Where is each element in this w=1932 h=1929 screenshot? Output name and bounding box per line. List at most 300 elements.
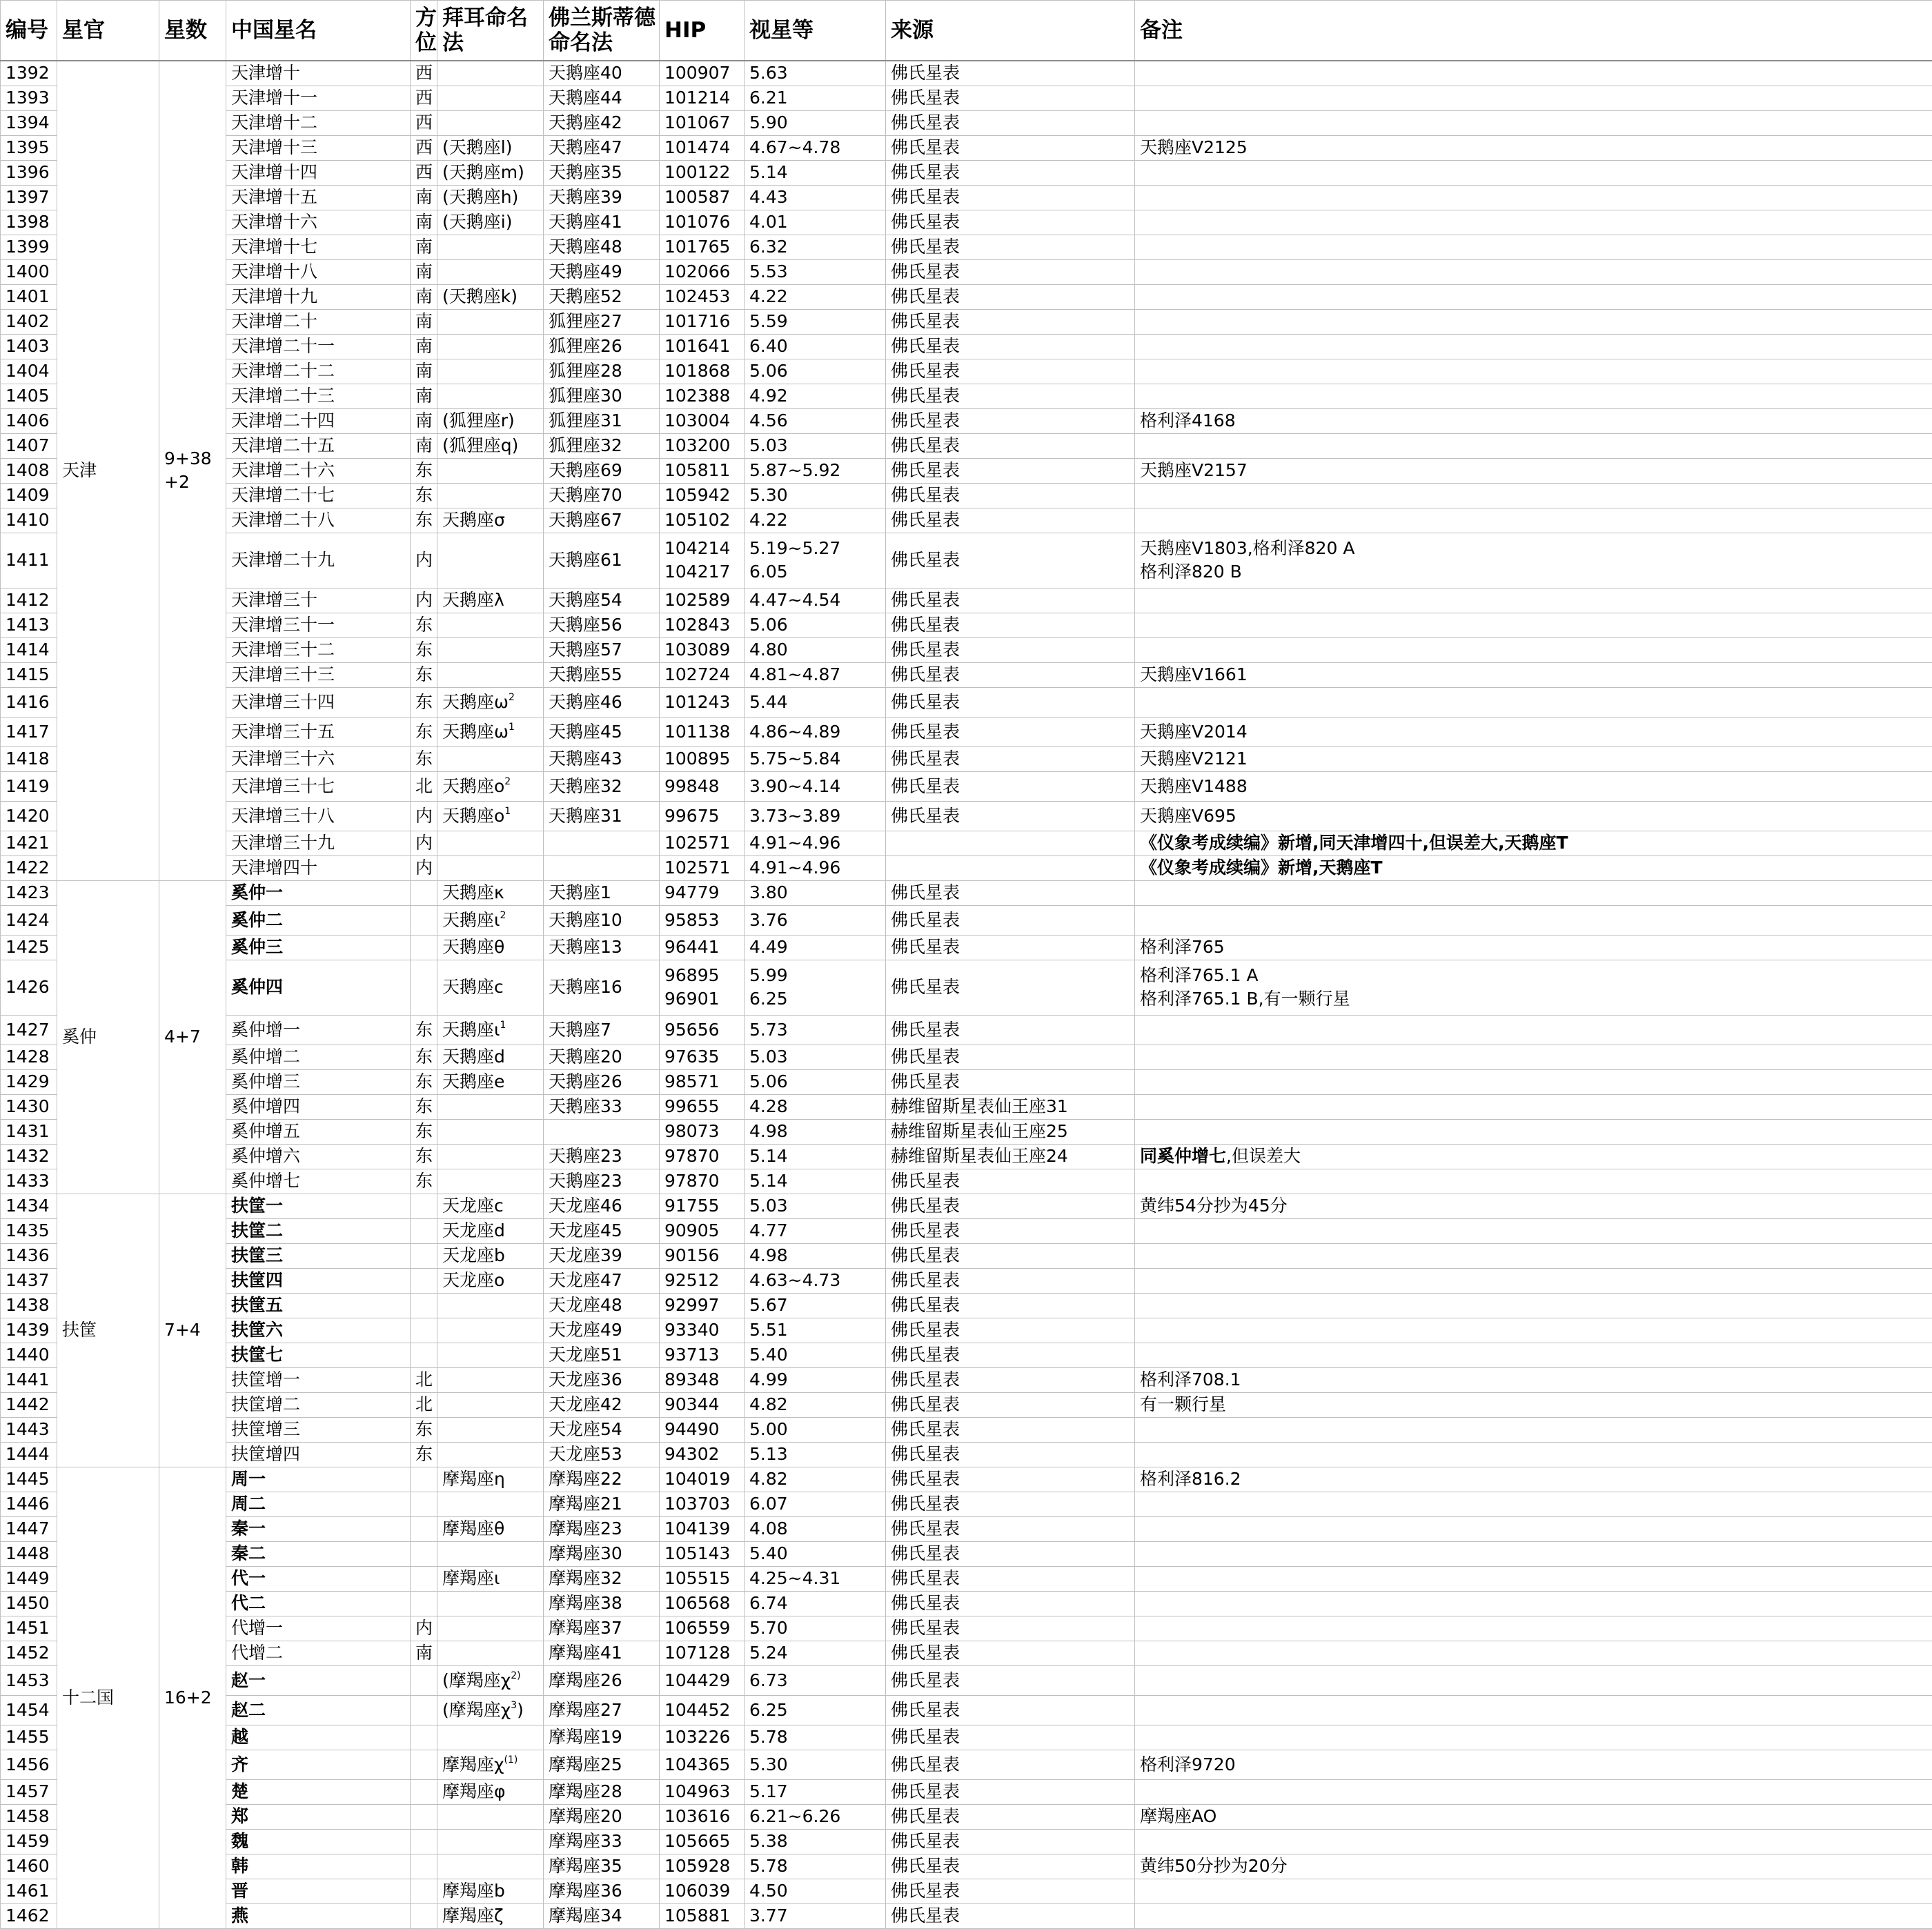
cell-flamsteed[interactable]: 天鹅座67: [544, 508, 660, 533]
cell-chinese-name[interactable]: 天津增三十四: [226, 687, 411, 717]
cell-magnitude[interactable]: [745, 1829, 886, 1854]
cell-source[interactable]: 佛氏星表: [886, 613, 1135, 637]
cell-hip[interactable]: [660, 86, 745, 110]
cell-bayer[interactable]: [437, 1879, 544, 1903]
cell-flamsteed[interactable]: 天鹅座32: [544, 771, 660, 801]
cell-source[interactable]: 佛氏星表: [886, 1516, 1135, 1541]
cell-id[interactable]: 1425: [1, 935, 57, 960]
cell-notes[interactable]: [1135, 935, 1932, 960]
cell-hip[interactable]: [660, 334, 745, 359]
cell-chinese-name[interactable]: 扶筐增二: [226, 1392, 411, 1417]
cell-source[interactable]: 佛氏星表: [886, 905, 1135, 935]
cell-flamsteed[interactable]: 狐狸座26: [544, 334, 660, 359]
cell-hip[interactable]: [660, 1879, 745, 1903]
cell-id[interactable]: 1394: [1, 110, 57, 135]
cell-direction[interactable]: 西: [411, 135, 437, 160]
cell-bayer[interactable]: [437, 1665, 544, 1695]
cell-flamsteed[interactable]: 摩羯座35: [544, 1854, 660, 1879]
cell-direction[interactable]: 南: [411, 1641, 437, 1665]
cell-notes[interactable]: [1135, 831, 1932, 855]
cell-hip[interactable]: [660, 458, 745, 483]
cell-direction[interactable]: [411, 905, 437, 935]
cell-id[interactable]: 1431: [1, 1119, 57, 1144]
cell-hip[interactable]: [660, 1169, 745, 1194]
cell-magnitude[interactable]: [745, 1641, 886, 1665]
cell-magnitude[interactable]: [745, 458, 886, 483]
cell-source[interactable]: 佛氏星表: [886, 508, 1135, 533]
cell-bayer[interactable]: [437, 855, 544, 880]
cell-source[interactable]: 佛氏星表: [886, 1829, 1135, 1854]
cell-flamsteed[interactable]: 天鹅座1: [544, 880, 660, 905]
cell-source[interactable]: 佛氏星表: [886, 960, 1135, 1015]
cell-notes[interactable]: [1135, 880, 1932, 905]
cell-chinese-name[interactable]: 奚仲增一: [226, 1015, 411, 1045]
cell-source[interactable]: 佛氏星表: [886, 284, 1135, 309]
cell-magnitude[interactable]: [745, 1194, 886, 1218]
cell-source[interactable]: 佛氏星表: [886, 160, 1135, 185]
cell-bayer[interactable]: [437, 880, 544, 905]
cell-bayer[interactable]: [437, 284, 544, 309]
cell-magnitude[interactable]: [745, 1094, 886, 1119]
cell-bayer[interactable]: [437, 637, 544, 662]
cell-flamsteed[interactable]: 天龙座48: [544, 1293, 660, 1318]
cell-bayer[interactable]: [437, 1854, 544, 1879]
cell-chinese-name[interactable]: 天津增二十: [226, 309, 411, 334]
cell-source[interactable]: 佛氏星表: [886, 637, 1135, 662]
cell-bayer[interactable]: [437, 960, 544, 1015]
cell-id[interactable]: 1423: [1, 880, 57, 905]
cell-source[interactable]: 佛氏星表: [886, 1293, 1135, 1318]
cell-id[interactable]: 1410: [1, 508, 57, 533]
cell-notes[interactable]: [1135, 1641, 1932, 1665]
cell-flamsteed[interactable]: 摩羯座41: [544, 1641, 660, 1665]
cell-hip[interactable]: [660, 880, 745, 905]
cell-magnitude[interactable]: [745, 613, 886, 637]
cell-id[interactable]: 1418: [1, 746, 57, 771]
cell-direction[interactable]: 东: [411, 717, 437, 746]
cell-bayer[interactable]: [437, 533, 544, 588]
cell-bayer[interactable]: [437, 458, 544, 483]
cell-id[interactable]: 1445: [1, 1467, 57, 1492]
cell-id[interactable]: 1395: [1, 135, 57, 160]
cell-id[interactable]: 1400: [1, 259, 57, 284]
cell-flamsteed[interactable]: 天鹅座41: [544, 210, 660, 235]
cell-direction[interactable]: [411, 1903, 437, 1928]
cell-id[interactable]: 1426: [1, 960, 57, 1015]
cell-magnitude[interactable]: [745, 1119, 886, 1144]
cell-direction[interactable]: [411, 1218, 437, 1243]
cell-magnitude[interactable]: [745, 1144, 886, 1169]
cell-direction[interactable]: [411, 1804, 437, 1829]
cell-bayer[interactable]: [437, 1194, 544, 1218]
cell-magnitude[interactable]: [745, 1695, 886, 1725]
cell-hip[interactable]: [660, 935, 745, 960]
cell-id[interactable]: 1396: [1, 160, 57, 185]
cell-magnitude[interactable]: [745, 1541, 886, 1566]
cell-bayer[interactable]: [437, 408, 544, 433]
cell-direction[interactable]: [411, 1879, 437, 1903]
cell-direction[interactable]: 东: [411, 687, 437, 717]
cell-id[interactable]: 1434: [1, 1194, 57, 1218]
cell-hip[interactable]: [660, 1293, 745, 1318]
cell-chinese-name[interactable]: 越: [226, 1725, 411, 1750]
cell-chinese-name[interactable]: 天津增二十九: [226, 533, 411, 588]
cell-flamsteed[interactable]: 摩羯座28: [544, 1779, 660, 1804]
cell-flamsteed[interactable]: 摩羯座27: [544, 1695, 660, 1725]
cell-flamsteed[interactable]: 狐狸座27: [544, 309, 660, 334]
cell-flamsteed[interactable]: 摩羯座34: [544, 1903, 660, 1928]
cell-magnitude[interactable]: [745, 86, 886, 110]
cell-source[interactable]: 佛氏星表: [886, 771, 1135, 801]
cell-flamsteed[interactable]: 天鹅座40: [544, 61, 660, 86]
cell-hip[interactable]: [660, 1343, 745, 1367]
cell-chinese-name[interactable]: 扶筐增三: [226, 1417, 411, 1442]
cell-direction[interactable]: 南: [411, 210, 437, 235]
cell-direction[interactable]: [411, 1829, 437, 1854]
cell-bayer[interactable]: [437, 433, 544, 458]
cell-magnitude[interactable]: [745, 831, 886, 855]
cell-source[interactable]: 佛氏星表: [886, 1268, 1135, 1293]
cell-notes[interactable]: [1135, 1779, 1932, 1804]
cell-flamsteed[interactable]: 天龙座49: [544, 1318, 660, 1343]
cell-bayer[interactable]: [437, 110, 544, 135]
cell-magnitude[interactable]: [745, 1591, 886, 1616]
cell-direction[interactable]: [411, 1194, 437, 1218]
cell-notes[interactable]: [1135, 1417, 1932, 1442]
cell-direction[interactable]: 西: [411, 110, 437, 135]
cell-flamsteed[interactable]: 天鹅座46: [544, 687, 660, 717]
cell-chinese-name[interactable]: 奚仲增七: [226, 1169, 411, 1194]
cell-bayer[interactable]: [437, 1243, 544, 1268]
cell-magnitude[interactable]: [745, 771, 886, 801]
cell-star-count[interactable]: 7+4: [159, 1194, 226, 1467]
cell-source[interactable]: 佛氏星表: [886, 1169, 1135, 1194]
cell-hip[interactable]: [660, 905, 745, 935]
cell-id[interactable]: 1437: [1, 1268, 57, 1293]
cell-flamsteed[interactable]: 天鹅座52: [544, 284, 660, 309]
cell-source[interactable]: 佛氏星表: [886, 717, 1135, 746]
cell-direction[interactable]: 南: [411, 259, 437, 284]
cell-source[interactable]: 佛氏星表: [886, 483, 1135, 508]
cell-direction[interactable]: 内: [411, 1616, 437, 1641]
cell-bayer[interactable]: [437, 508, 544, 533]
cell-magnitude[interactable]: [745, 210, 886, 235]
cell-hip[interactable]: [660, 1779, 745, 1804]
cell-source[interactable]: 佛氏星表: [886, 1015, 1135, 1045]
cell-direction[interactable]: 西: [411, 86, 437, 110]
cell-direction[interactable]: 北: [411, 1392, 437, 1417]
cell-id[interactable]: 1438: [1, 1293, 57, 1318]
cell-flamsteed[interactable]: 摩羯座26: [544, 1665, 660, 1695]
cell-flamsteed[interactable]: 摩羯座22: [544, 1467, 660, 1492]
cell-chinese-name[interactable]: 天津增十三: [226, 135, 411, 160]
cell-source[interactable]: 佛氏星表: [886, 1854, 1135, 1879]
cell-notes[interactable]: [1135, 613, 1932, 637]
cell-magnitude[interactable]: [745, 1492, 886, 1516]
cell-source[interactable]: 佛氏星表: [886, 662, 1135, 687]
cell-notes[interactable]: [1135, 508, 1932, 533]
cell-bayer[interactable]: [437, 1392, 544, 1417]
cell-notes[interactable]: [1135, 1804, 1932, 1829]
cell-notes[interactable]: [1135, 1442, 1932, 1467]
cell-hip[interactable]: [660, 483, 745, 508]
cell-hip[interactable]: [660, 588, 745, 613]
cell-chinese-name[interactable]: 天津增十四: [226, 160, 411, 185]
cell-notes[interactable]: [1135, 1591, 1932, 1616]
cell-direction[interactable]: 西: [411, 61, 437, 86]
column-header-bayer[interactable]: 拜耳命名法: [437, 1, 544, 61]
cell-chinese-name[interactable]: 奚仲三: [226, 935, 411, 960]
cell-direction[interactable]: [411, 935, 437, 960]
cell-notes[interactable]: [1135, 1725, 1932, 1750]
cell-source[interactable]: 佛氏星表: [886, 746, 1135, 771]
cell-direction[interactable]: 东: [411, 1119, 437, 1144]
cell-chinese-name[interactable]: 奚仲增三: [226, 1069, 411, 1094]
cell-notes[interactable]: [1135, 235, 1932, 259]
cell-hip[interactable]: [660, 1392, 745, 1417]
cell-chinese-name[interactable]: 天津增二十五: [226, 433, 411, 458]
cell-flamsteed[interactable]: 天龙座51: [544, 1343, 660, 1367]
cell-bayer[interactable]: [437, 1169, 544, 1194]
cell-bayer[interactable]: [437, 1119, 544, 1144]
cell-magnitude[interactable]: [745, 1516, 886, 1541]
cell-magnitude[interactable]: [745, 1343, 886, 1367]
cell-hip[interactable]: [660, 1442, 745, 1467]
cell-magnitude[interactable]: [745, 1069, 886, 1094]
cell-flamsteed[interactable]: 天鹅座54: [544, 588, 660, 613]
cell-direction[interactable]: [411, 1516, 437, 1541]
cell-flamsteed[interactable]: 天龙座47: [544, 1268, 660, 1293]
cell-source[interactable]: 佛氏星表: [886, 458, 1135, 483]
cell-chinese-name[interactable]: 天津增三十八: [226, 801, 411, 831]
cell-flamsteed[interactable]: [544, 855, 660, 880]
cell-flamsteed[interactable]: 天龙座36: [544, 1367, 660, 1392]
cell-notes[interactable]: [1135, 1318, 1932, 1343]
cell-direction[interactable]: [411, 1779, 437, 1804]
cell-notes[interactable]: [1135, 717, 1932, 746]
cell-magnitude[interactable]: [745, 801, 886, 831]
cell-notes[interactable]: [1135, 384, 1932, 408]
cell-chinese-name[interactable]: 天津增十五: [226, 185, 411, 210]
cell-magnitude[interactable]: [745, 905, 886, 935]
cell-direction[interactable]: 东: [411, 746, 437, 771]
cell-notes[interactable]: [1135, 483, 1932, 508]
cell-chinese-name[interactable]: 天津增二十二: [226, 359, 411, 384]
cell-id[interactable]: 1413: [1, 613, 57, 637]
cell-bayer[interactable]: [437, 662, 544, 687]
column-header-notes[interactable]: 备注: [1135, 1, 1932, 61]
cell-bayer[interactable]: [437, 1268, 544, 1293]
cell-flamsteed[interactable]: 天鹅座16: [544, 960, 660, 1015]
cell-bayer[interactable]: [437, 1804, 544, 1829]
cell-flamsteed[interactable]: 天鹅座33: [544, 1094, 660, 1119]
cell-flamsteed[interactable]: 天鹅座42: [544, 110, 660, 135]
cell-direction[interactable]: 东: [411, 1442, 437, 1467]
cell-chinese-name[interactable]: 奚仲四: [226, 960, 411, 1015]
cell-magnitude[interactable]: [745, 160, 886, 185]
cell-hip[interactable]: [660, 110, 745, 135]
cell-id[interactable]: 1448: [1, 1541, 57, 1566]
cell-source[interactable]: 佛氏星表: [886, 135, 1135, 160]
cell-id[interactable]: 1462: [1, 1903, 57, 1928]
cell-notes[interactable]: [1135, 1829, 1932, 1854]
cell-chinese-name[interactable]: 天津增二十四: [226, 408, 411, 433]
cell-hip[interactable]: [660, 384, 745, 408]
cell-hip[interactable]: [660, 687, 745, 717]
cell-notes[interactable]: [1135, 1616, 1932, 1641]
cell-bayer[interactable]: [437, 613, 544, 637]
cell-direction[interactable]: 内: [411, 855, 437, 880]
cell-notes[interactable]: [1135, 1015, 1932, 1045]
cell-notes[interactable]: [1135, 960, 1932, 1015]
cell-hip[interactable]: [660, 1616, 745, 1641]
cell-id[interactable]: 1457: [1, 1779, 57, 1804]
cell-source[interactable]: 佛氏星表: [886, 259, 1135, 284]
cell-hip[interactable]: [660, 533, 745, 588]
cell-flamsteed[interactable]: 天鹅座48: [544, 235, 660, 259]
cell-hip[interactable]: [660, 1218, 745, 1243]
cell-source[interactable]: 佛氏星表: [886, 1218, 1135, 1243]
cell-direction[interactable]: [411, 1541, 437, 1566]
cell-hip[interactable]: [660, 135, 745, 160]
cell-bayer[interactable]: [437, 1566, 544, 1591]
cell-source[interactable]: 佛氏星表: [886, 1318, 1135, 1343]
cell-notes[interactable]: [1135, 1343, 1932, 1367]
cell-bayer[interactable]: [437, 1343, 544, 1367]
cell-direction[interactable]: 北: [411, 771, 437, 801]
cell-id[interactable]: 1420: [1, 801, 57, 831]
cell-direction[interactable]: 东: [411, 613, 437, 637]
cell-direction[interactable]: 南: [411, 359, 437, 384]
cell-source[interactable]: 佛氏星表: [886, 1591, 1135, 1616]
cell-star-count[interactable]: 9+38+2: [159, 61, 226, 880]
cell-source[interactable]: 佛氏星表: [886, 1343, 1135, 1367]
cell-bayer[interactable]: [437, 309, 544, 334]
cell-chinese-name[interactable]: 天津增十: [226, 61, 411, 86]
cell-id[interactable]: 1417: [1, 717, 57, 746]
cell-id[interactable]: 1401: [1, 284, 57, 309]
cell-source[interactable]: 佛氏星表: [886, 1467, 1135, 1492]
cell-magnitude[interactable]: [745, 1293, 886, 1318]
cell-hip[interactable]: [660, 855, 745, 880]
cell-id[interactable]: 1456: [1, 1750, 57, 1779]
cell-hip[interactable]: [660, 613, 745, 637]
cell-source[interactable]: 佛氏星表: [886, 588, 1135, 613]
cell-id[interactable]: 1407: [1, 433, 57, 458]
cell-magnitude[interactable]: [745, 408, 886, 433]
cell-direction[interactable]: [411, 1591, 437, 1616]
cell-magnitude[interactable]: [745, 61, 886, 86]
cell-id[interactable]: 1460: [1, 1854, 57, 1879]
cell-hip[interactable]: [660, 960, 745, 1015]
cell-chinese-name[interactable]: 扶筐增一: [226, 1367, 411, 1392]
cell-bayer[interactable]: [437, 831, 544, 855]
cell-magnitude[interactable]: [745, 1665, 886, 1695]
cell-chinese-name[interactable]: 天津增三十二: [226, 637, 411, 662]
cell-chinese-name[interactable]: 韩: [226, 1854, 411, 1879]
cell-chinese-name[interactable]: 天津增十八: [226, 259, 411, 284]
cell-hip[interactable]: [660, 185, 745, 210]
cell-direction[interactable]: [411, 1492, 437, 1516]
cell-chinese-name[interactable]: 燕: [226, 1903, 411, 1928]
cell-flamsteed[interactable]: 摩羯座37: [544, 1616, 660, 1641]
cell-hip[interactable]: [660, 1903, 745, 1928]
cell-source[interactable]: 佛氏星表: [886, 61, 1135, 86]
cell-chinese-name[interactable]: 天津增十六: [226, 210, 411, 235]
cell-source[interactable]: 佛氏星表: [886, 1367, 1135, 1392]
cell-magnitude[interactable]: [745, 110, 886, 135]
column-header-chinese-name[interactable]: 中国星名: [226, 1, 411, 61]
cell-notes[interactable]: [1135, 1194, 1932, 1218]
cell-asterism[interactable]: 天津: [57, 61, 159, 880]
cell-magnitude[interactable]: [745, 235, 886, 259]
cell-asterism[interactable]: 十二国: [57, 1467, 159, 1928]
cell-direction[interactable]: 南: [411, 235, 437, 259]
cell-bayer[interactable]: [437, 1779, 544, 1804]
cell-id[interactable]: 1393: [1, 86, 57, 110]
cell-chinese-name[interactable]: 天津增十七: [226, 235, 411, 259]
cell-hip[interactable]: [660, 1492, 745, 1516]
cell-magnitude[interactable]: [745, 259, 886, 284]
cell-chinese-name[interactable]: 扶筐五: [226, 1293, 411, 1318]
cell-flamsteed[interactable]: 天龙座39: [544, 1243, 660, 1268]
cell-id[interactable]: 1451: [1, 1616, 57, 1641]
cell-direction[interactable]: 南: [411, 384, 437, 408]
cell-id[interactable]: 1398: [1, 210, 57, 235]
cell-hip[interactable]: [660, 1144, 745, 1169]
cell-magnitude[interactable]: [745, 1779, 886, 1804]
cell-magnitude[interactable]: [745, 1015, 886, 1045]
cell-magnitude[interactable]: [745, 1243, 886, 1268]
cell-chinese-name[interactable]: 天津增三十: [226, 588, 411, 613]
cell-direction[interactable]: [411, 1665, 437, 1695]
cell-chinese-name[interactable]: 天津增二十三: [226, 384, 411, 408]
cell-id[interactable]: 1412: [1, 588, 57, 613]
cell-direction[interactable]: 北: [411, 1367, 437, 1392]
cell-bayer[interactable]: [437, 1094, 544, 1119]
cell-bayer[interactable]: [437, 210, 544, 235]
cell-direction[interactable]: [411, 1467, 437, 1492]
cell-notes[interactable]: [1135, 1665, 1932, 1695]
cell-bayer[interactable]: [437, 1218, 544, 1243]
cell-source[interactable]: 佛氏星表: [886, 110, 1135, 135]
cell-direction[interactable]: [411, 1695, 437, 1725]
cell-id[interactable]: 1454: [1, 1695, 57, 1725]
cell-magnitude[interactable]: [745, 1392, 886, 1417]
cell-id[interactable]: 1411: [1, 533, 57, 588]
cell-hip[interactable]: [660, 408, 745, 433]
cell-direction[interactable]: 东: [411, 458, 437, 483]
cell-flamsteed[interactable]: 摩羯座36: [544, 1879, 660, 1903]
cell-flamsteed[interactable]: 天鹅座61: [544, 533, 660, 588]
cell-magnitude[interactable]: [745, 1367, 886, 1392]
cell-notes[interactable]: [1135, 1243, 1932, 1268]
cell-flamsteed[interactable]: 天鹅座26: [544, 1069, 660, 1094]
cell-source[interactable]: 佛氏星表: [886, 1750, 1135, 1779]
cell-magnitude[interactable]: [745, 1467, 886, 1492]
cell-source[interactable]: [886, 831, 1135, 855]
cell-source[interactable]: 佛氏星表: [886, 1069, 1135, 1094]
cell-chinese-name[interactable]: 扶筐增四: [226, 1442, 411, 1467]
column-header-source[interactable]: 来源: [886, 1, 1135, 61]
cell-hip[interactable]: [660, 1417, 745, 1442]
cell-id[interactable]: 1409: [1, 483, 57, 508]
cell-hip[interactable]: [660, 1750, 745, 1779]
cell-notes[interactable]: [1135, 259, 1932, 284]
cell-direction[interactable]: 东: [411, 483, 437, 508]
cell-magnitude[interactable]: [745, 588, 886, 613]
cell-bayer[interactable]: [437, 1695, 544, 1725]
